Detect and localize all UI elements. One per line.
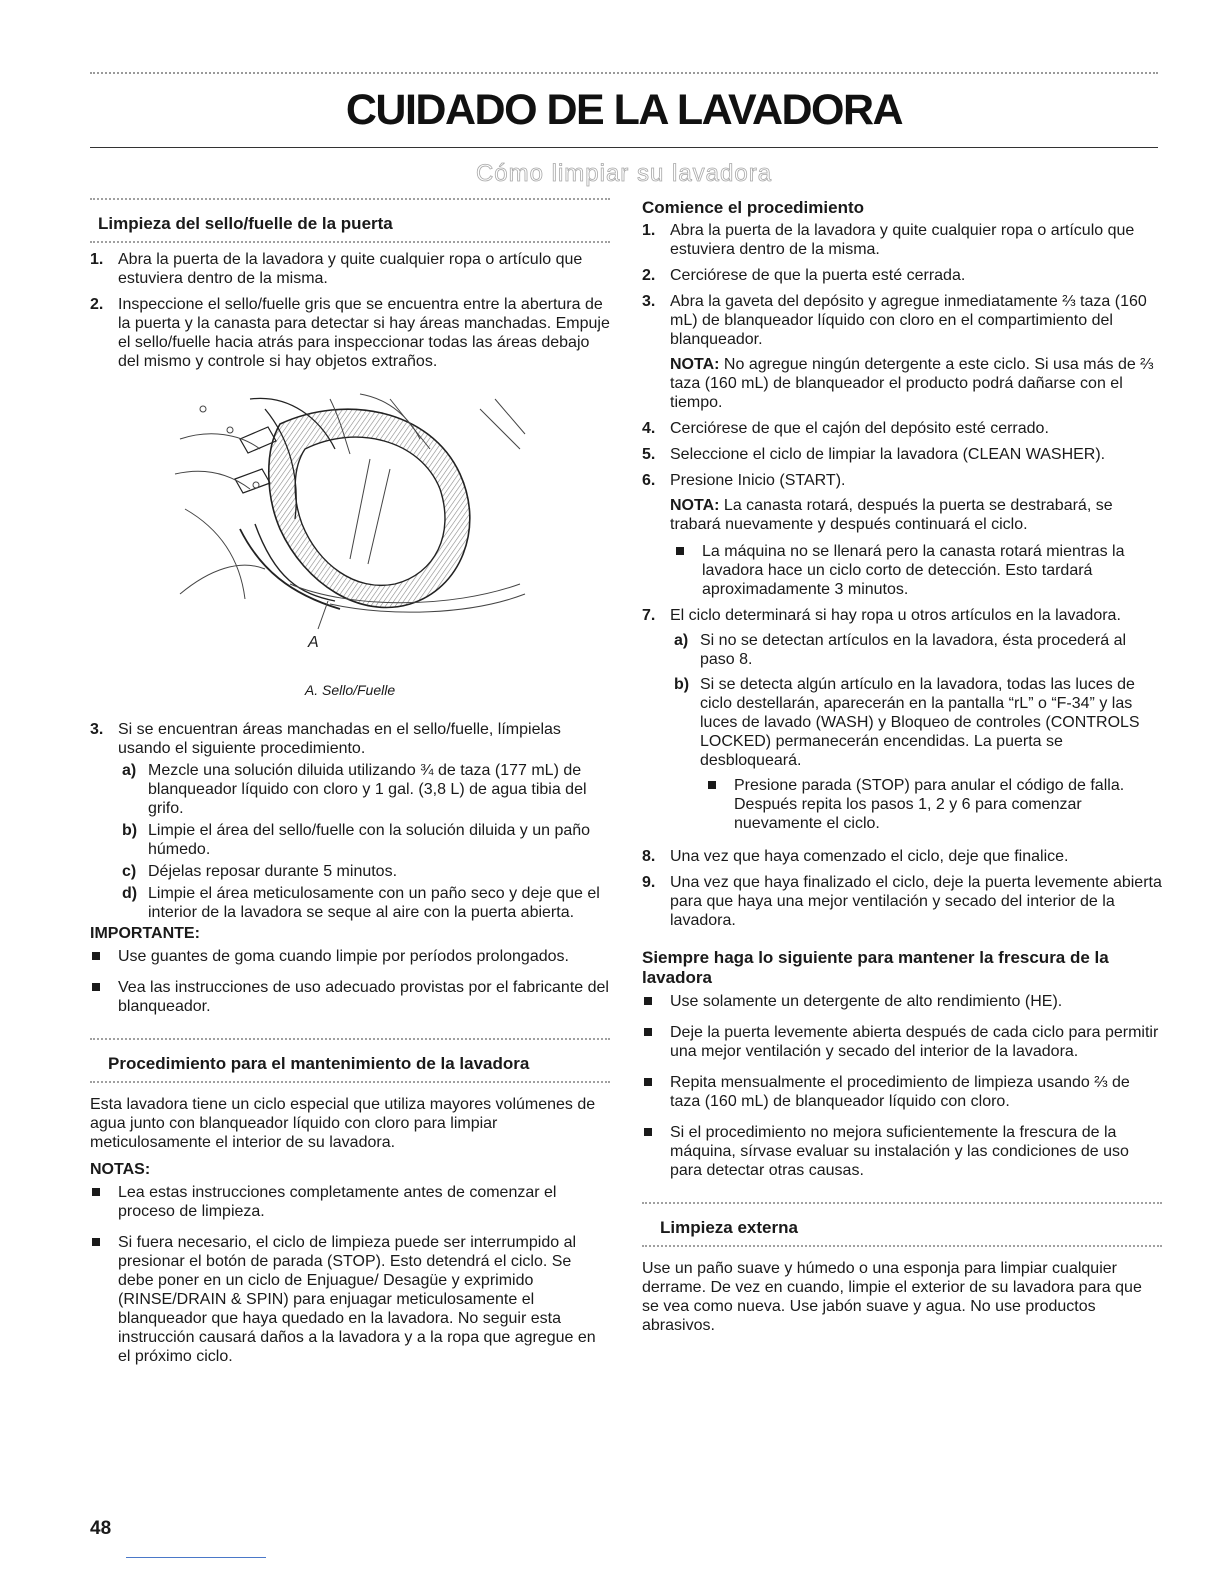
step-number: 8. — [642, 848, 656, 865]
dotted-rule — [642, 1245, 1162, 1247]
substep-letter: b) — [674, 676, 690, 693]
maintenance-section-header — [90, 1038, 610, 1083]
step-text: Si se encuentran áreas manchadas en el sello/fuelle, límpielas usando el siguiente procedimiento. — [118, 721, 561, 757]
freshness-bullet — [642, 1023, 1162, 1061]
procedure-step-9 — [642, 873, 1162, 930]
bullet-text: Use solamente un detergente de alto rendimiento (HE). — [670, 993, 1063, 1010]
step-number: 7. — [642, 607, 656, 624]
procedure-note-1 — [642, 355, 1162, 412]
substep-letter: a) — [674, 632, 689, 649]
external-heading: Limpieza externa — [660, 1218, 798, 1237]
step-number: 3. — [90, 721, 104, 738]
procedure-note-2 — [642, 496, 1162, 534]
bottom-rule — [126, 1557, 266, 1558]
step-number: 3. — [642, 293, 656, 310]
bullet-text: La máquina no se llenará pero la canasta rotará mientras la lavadora hace un ciclo corto de detección. Esto tardará aproximadamente 3 minutos. — [702, 543, 1125, 598]
step-text: Abra la gaveta del depósito y agregue inmediatamente ⅔ taza (160 mL) de blanqueador líquido con cloro en el compartimiento del blanqueador. — [670, 293, 1147, 348]
step-number: 2. — [90, 296, 104, 313]
important-bullet — [90, 947, 610, 966]
section-title: Cómo limpiar su lavadora — [475, 160, 773, 187]
door-seal-illustration — [90, 379, 610, 679]
note-text: La canasta rotará, después la puerta se destrabará, se trabará nuevamente y después continuará el ciclo. — [670, 497, 1113, 533]
procedure-heading: Comience el procedimiento — [642, 198, 864, 217]
step-text: El ciclo determinará si hay ropa u otros artículos en la lavadora. — [670, 607, 1121, 624]
procedure-substep-b — [642, 675, 1162, 770]
dotted-rule — [90, 1081, 610, 1083]
substep-letter: d) — [122, 885, 138, 902]
bullet-square — [92, 952, 100, 960]
substep-text: Si se detecta algún artículo en la lavadora, todas las luces de ciclo destellarán, aparecerán en la pantalla “rL” o “F-34” y las luces de lavado (WASH) y Bloqueo de controles (CONTROLS LOCKED) permanecerán encendidas. La puerta se desbloqueará. — [700, 676, 1140, 769]
step-text: Abra la puerta de la lavadora y quite cualquier ropa o artículo que estuviera dentro de la misma. — [670, 222, 1135, 258]
bullet-square — [644, 997, 652, 1005]
substep-text: Déjelas reposar durante 5 minutos. — [148, 863, 398, 880]
seal-step-3 — [90, 720, 610, 758]
freshness-bullet — [642, 992, 1162, 1011]
important-bullet — [90, 978, 610, 1016]
seal-heading: Limpieza del sello/fuelle de la puerta — [98, 214, 393, 233]
left-column — [90, 198, 610, 1366]
bullet-square — [644, 1128, 652, 1136]
procedure-step-2 — [642, 266, 1162, 285]
notes-bullet — [90, 1183, 610, 1221]
maintenance-intro: Esta lavadora tiene un ciclo especial que utiliza mayores volúmenes de agua junto con blanqueador líquido con cloro para limpiar meticulosamente el interior de su lavadora. — [90, 1096, 596, 1151]
substep-text: Limpie el área del sello/fuelle con la solución diluida y un paño húmedo. — [148, 822, 591, 858]
step-text: Una vez que haya finalizado el ciclo, deje la puerta levemente abierta para que haya una mejor ventilación y secado del interior de la lavadora. — [670, 874, 1162, 929]
procedure-substep-a — [642, 631, 1162, 669]
seal-section-header — [90, 198, 610, 243]
important-label: IMPORTANTE: — [90, 925, 200, 942]
note-text: No agregue ningún detergente a este ciclo. Si usa más de ⅔ taza (160 mL) de blanqueador el producto podrá dañarse con el tiempo. — [670, 356, 1154, 411]
right-column — [642, 198, 1162, 1335]
step-text: Cerciórese de que el cajón del depósito esté cerrado. — [670, 420, 1049, 437]
freshness-bullet — [642, 1123, 1162, 1180]
seal-step-1 — [90, 250, 610, 288]
note-label: NOTA: — [670, 497, 720, 514]
step-number: 1. — [90, 251, 104, 268]
page-title: CUIDADO DE LA LAVADORA — [345, 86, 903, 134]
note-label: NOTA: — [670, 356, 720, 373]
bullet-square — [92, 1188, 100, 1196]
dotted-rule — [90, 241, 610, 243]
step-text: Inspeccione el sello/fuelle gris que se encuentra entre la abertura de la puerta y la canasta para detectar si hay áreas manchadas. Empuje el sello/fuelle hacia atrás para inspeccionar todas las áreas debajo del mismo y controle si hay objetos extraños. — [118, 296, 610, 370]
freshness-heading: Siempre haga lo siguiente para mantener la frescura de la lavadora — [642, 948, 1109, 987]
bullet-square — [644, 1078, 652, 1086]
bullet-text: Deje la puerta levemente abierta después de cada ciclo para permitir una mejor ventilación y secado del interior de la lavadora. — [670, 1024, 1159, 1060]
substep-letter: a) — [122, 762, 137, 779]
bullet-text: Use guantes de goma cuando limpie por períodos prolongados. — [118, 948, 569, 965]
top-dotted-rule — [90, 72, 1158, 74]
procedure-step-3 — [642, 292, 1162, 349]
external-text: Use un paño suave y húmedo o una esponja para limpiar cualquier derrame. De vez en cuando, limpie el exterior de su lavadora para que se vea como nueva. Use jabón suave y agua. No use productos abrasivos. — [642, 1260, 1142, 1334]
maintenance-heading: Procedimiento para el mantenimiento de la lavadora — [108, 1054, 530, 1073]
substep-letter: c) — [122, 863, 137, 880]
seal-substep-a — [90, 761, 610, 818]
figure-caption: A. Sello/Fuelle — [304, 682, 396, 698]
notes-label: NOTAS: — [90, 1161, 151, 1178]
step-number: 6. — [642, 472, 656, 489]
procedure-step-1 — [642, 221, 1162, 259]
step-number: 1. — [642, 222, 656, 239]
step-text: Presione Inicio (START). — [670, 472, 846, 489]
substep-text: Mezcle una solución diluida utilizando ¾ de taza (177 mL) de blanqueador líquido con cloro y 1 gal. (3,8 L) de agua tibia del grifo. — [148, 762, 587, 817]
step-number: 9. — [642, 874, 656, 891]
bullet-text: Presione parada (STOP) para anular el código de falla. Después repita los pasos 1, 2 y 6 para comenzar nuevamente el ciclo. — [734, 777, 1125, 832]
procedure-substep-bullet — [642, 776, 1162, 833]
washer-door-seal-diagram — [90, 379, 610, 679]
substep-letter: b) — [122, 822, 138, 839]
external-section-header — [642, 1202, 1162, 1247]
step-text: Abra la puerta de la lavadora y quite cualquier ropa o artículo que estuviera dentro de la misma. — [118, 251, 583, 287]
step-number: 2. — [642, 267, 656, 284]
step-number: 5. — [642, 446, 656, 463]
bullet-text: Lea estas instrucciones completamente antes de comenzar el proceso de limpieza. — [118, 1184, 557, 1220]
page-number: 48 — [90, 1518, 112, 1539]
bullet-text: Vea las instrucciones de uso adecuado provistas por el fabricante del blanqueador. — [118, 979, 609, 1015]
seal-substep-c — [90, 862, 610, 881]
seal-substep-d — [90, 884, 610, 922]
procedure-step-6 — [642, 471, 1162, 490]
freshness-bullet — [642, 1073, 1162, 1111]
step-text: Cerciórese de que la puerta esté cerrada. — [670, 267, 966, 284]
bullet-text: Si fuera necesario, el ciclo de limpieza puede ser interrumpido al presionar el botón de parada (STOP). Esto detendrá el ciclo. Se debe poner en un ciclo de Enjuague/ Desagüe y exprimido (RINSE/DRAIN & SPIN) para enjuagar meticulosamente el blanqueador que haya quedado en la lavadora. No seguir esta instrucción causará daños a la lavadora y a la ropa que agregue en el próximo ciclo. — [118, 1234, 596, 1365]
substep-text: Limpie el área meticulosamente con un paño seco y deje que el interior de la lavadora se seque al aire con la puerta abierta. — [148, 885, 600, 921]
procedure-step-5 — [642, 445, 1162, 464]
step-text: Una vez que haya comenzado el ciclo, deje que finalice. — [670, 848, 1069, 865]
step-text: Seleccione el ciclo de limpiar la lavadora (CLEAN WASHER). — [670, 446, 1106, 463]
procedure-step-4 — [642, 419, 1162, 438]
substep-text: Si no se detectan artículos en la lavadora, ésta procederá al paso 8. — [700, 632, 1127, 668]
bullet-text: Si el procedimiento no mejora suficientemente la frescura de la máquina, sírvase evaluar su instalación y las condiciones de uso para detectar otras causas. — [670, 1124, 1129, 1179]
bullet-square — [676, 547, 684, 555]
procedure-step-8 — [642, 847, 1162, 866]
seal-step-2 — [90, 295, 610, 371]
bullet-square — [708, 781, 716, 789]
seal-substep-b — [90, 821, 610, 859]
bullet-square — [92, 983, 100, 991]
bullet-square — [644, 1028, 652, 1036]
procedure-step-7 — [642, 606, 1162, 625]
step-number: 4. — [642, 420, 656, 437]
bullet-square — [92, 1238, 100, 1246]
title-rule — [90, 147, 1158, 148]
bullet-text: Repita mensualmente el procedimiento de limpieza usando ⅔ de taza (160 mL) de blanqueador líquido con cloro. — [670, 1074, 1130, 1110]
notes-bullet — [90, 1233, 610, 1366]
procedure-note-bullet — [642, 542, 1162, 599]
figure-callout-label: A — [308, 634, 319, 651]
